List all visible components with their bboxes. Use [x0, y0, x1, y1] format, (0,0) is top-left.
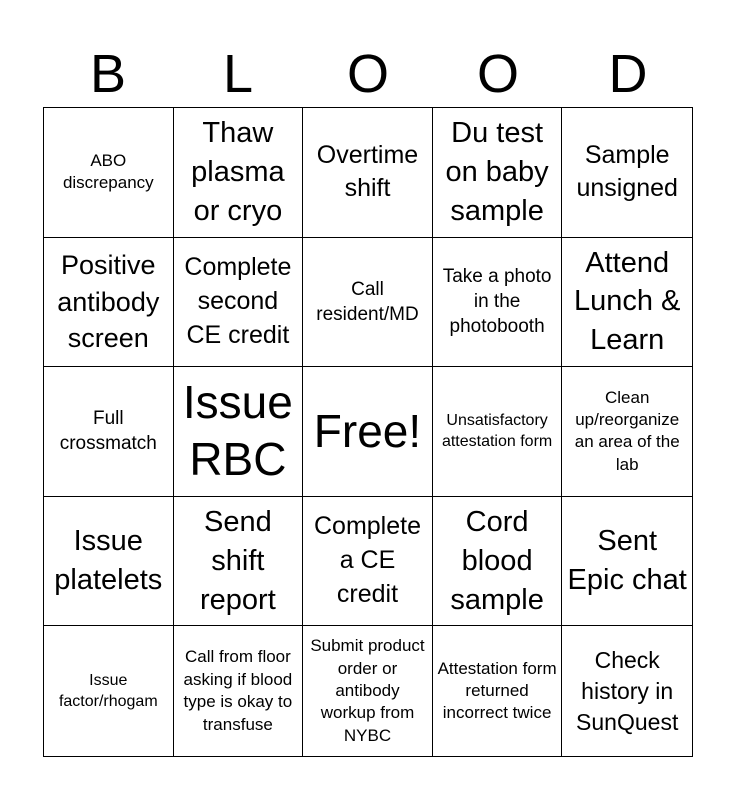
header-letter-l: L — [222, 44, 254, 104]
header-letter-o-1: O — [346, 44, 389, 104]
free-space-text: Free! — [313, 404, 422, 457]
cell-text: Full crossmatch — [59, 408, 157, 455]
bingo-cell-r2c3[interactable] — [303, 238, 433, 368]
bingo-cell-r5c4[interactable] — [433, 626, 563, 756]
bingo-cell-free[interactable] — [303, 367, 433, 497]
cell-text: Complete second CE credit — [184, 253, 292, 349]
cell-text: Sample unsigned — [576, 140, 678, 203]
bingo-cell-r4c3[interactable] — [303, 497, 433, 627]
bingo-cell-r1c5[interactable] — [562, 108, 692, 238]
cell-text: Sent Epic chat — [567, 525, 687, 597]
bingo-cell-r5c3[interactable] — [303, 626, 433, 756]
header-letter-b: B — [89, 44, 127, 104]
bingo-cell-r4c4[interactable] — [433, 497, 563, 627]
cell-text: Take a photo in the photobooth — [442, 266, 552, 338]
cell-text: Check history in SunQuest — [576, 646, 679, 735]
cell-text: Issue factor/rhogam — [58, 672, 158, 711]
cell-text: Send shift report — [200, 505, 276, 616]
bingo-cell-r2c2[interactable] — [174, 238, 304, 368]
bingo-cell-r2c4[interactable] — [433, 238, 563, 368]
bingo-cell-r1c4[interactable] — [433, 108, 563, 238]
cell-text: Du test on baby sample — [445, 117, 549, 227]
bingo-cell-r3c4[interactable] — [433, 367, 563, 497]
cell-text: Submit product order or antibody workup from NYBC — [310, 636, 425, 745]
bingo-cell-r5c5[interactable] — [562, 626, 692, 756]
header-letter-d: D — [608, 44, 648, 104]
bingo-cell-r3c5[interactable] — [562, 367, 692, 497]
cell-text: Complete a CE credit — [313, 512, 421, 608]
bingo-cell-r4c1[interactable] — [44, 497, 174, 627]
bingo-cell-r4c2[interactable] — [174, 497, 304, 627]
cell-text: Issue RBC — [182, 375, 293, 486]
cell-text: Thaw plasma or cryo — [191, 117, 285, 227]
bingo-cell-r5c1[interactable] — [44, 626, 174, 756]
bingo-cell-r3c1[interactable] — [44, 367, 174, 497]
bingo-cell-r1c2[interactable] — [174, 108, 304, 238]
cell-text: Issue platelets — [54, 525, 163, 597]
cell-text: Clean up/reorganize an area of the lab — [574, 387, 680, 474]
cell-text: Call resident/MD — [316, 278, 419, 325]
bingo-board — [43, 107, 693, 757]
bingo-cell-r2c5[interactable] — [562, 238, 692, 368]
bingo-cell-r5c2[interactable] — [174, 626, 304, 756]
bingo-header — [43, 40, 693, 108]
cell-text: Attend Lunch & Learn — [573, 246, 681, 357]
cell-text: Unsatisfactory attestation form — [441, 412, 553, 451]
cell-text: Overtime shift — [316, 140, 419, 203]
cell-text: Call from floor asking if blood type is okay to transfuse — [183, 647, 293, 734]
cell-text: Attestation form returned incorrect twice — [437, 658, 557, 723]
bingo-cell-r4c5[interactable] — [562, 497, 692, 627]
bingo-cell-r1c1[interactable] — [44, 108, 174, 238]
cell-text: Cord blood sample — [450, 505, 544, 616]
bingo-cell-r2c1[interactable] — [44, 238, 174, 368]
cell-text: ABO discrepancy — [62, 150, 154, 193]
bingo-cell-r3c2[interactable] — [174, 367, 304, 497]
header-letter-o-2: O — [476, 44, 519, 104]
bingo-cell-r1c3[interactable] — [303, 108, 433, 238]
cell-text: Positive antibody screen — [57, 250, 160, 354]
